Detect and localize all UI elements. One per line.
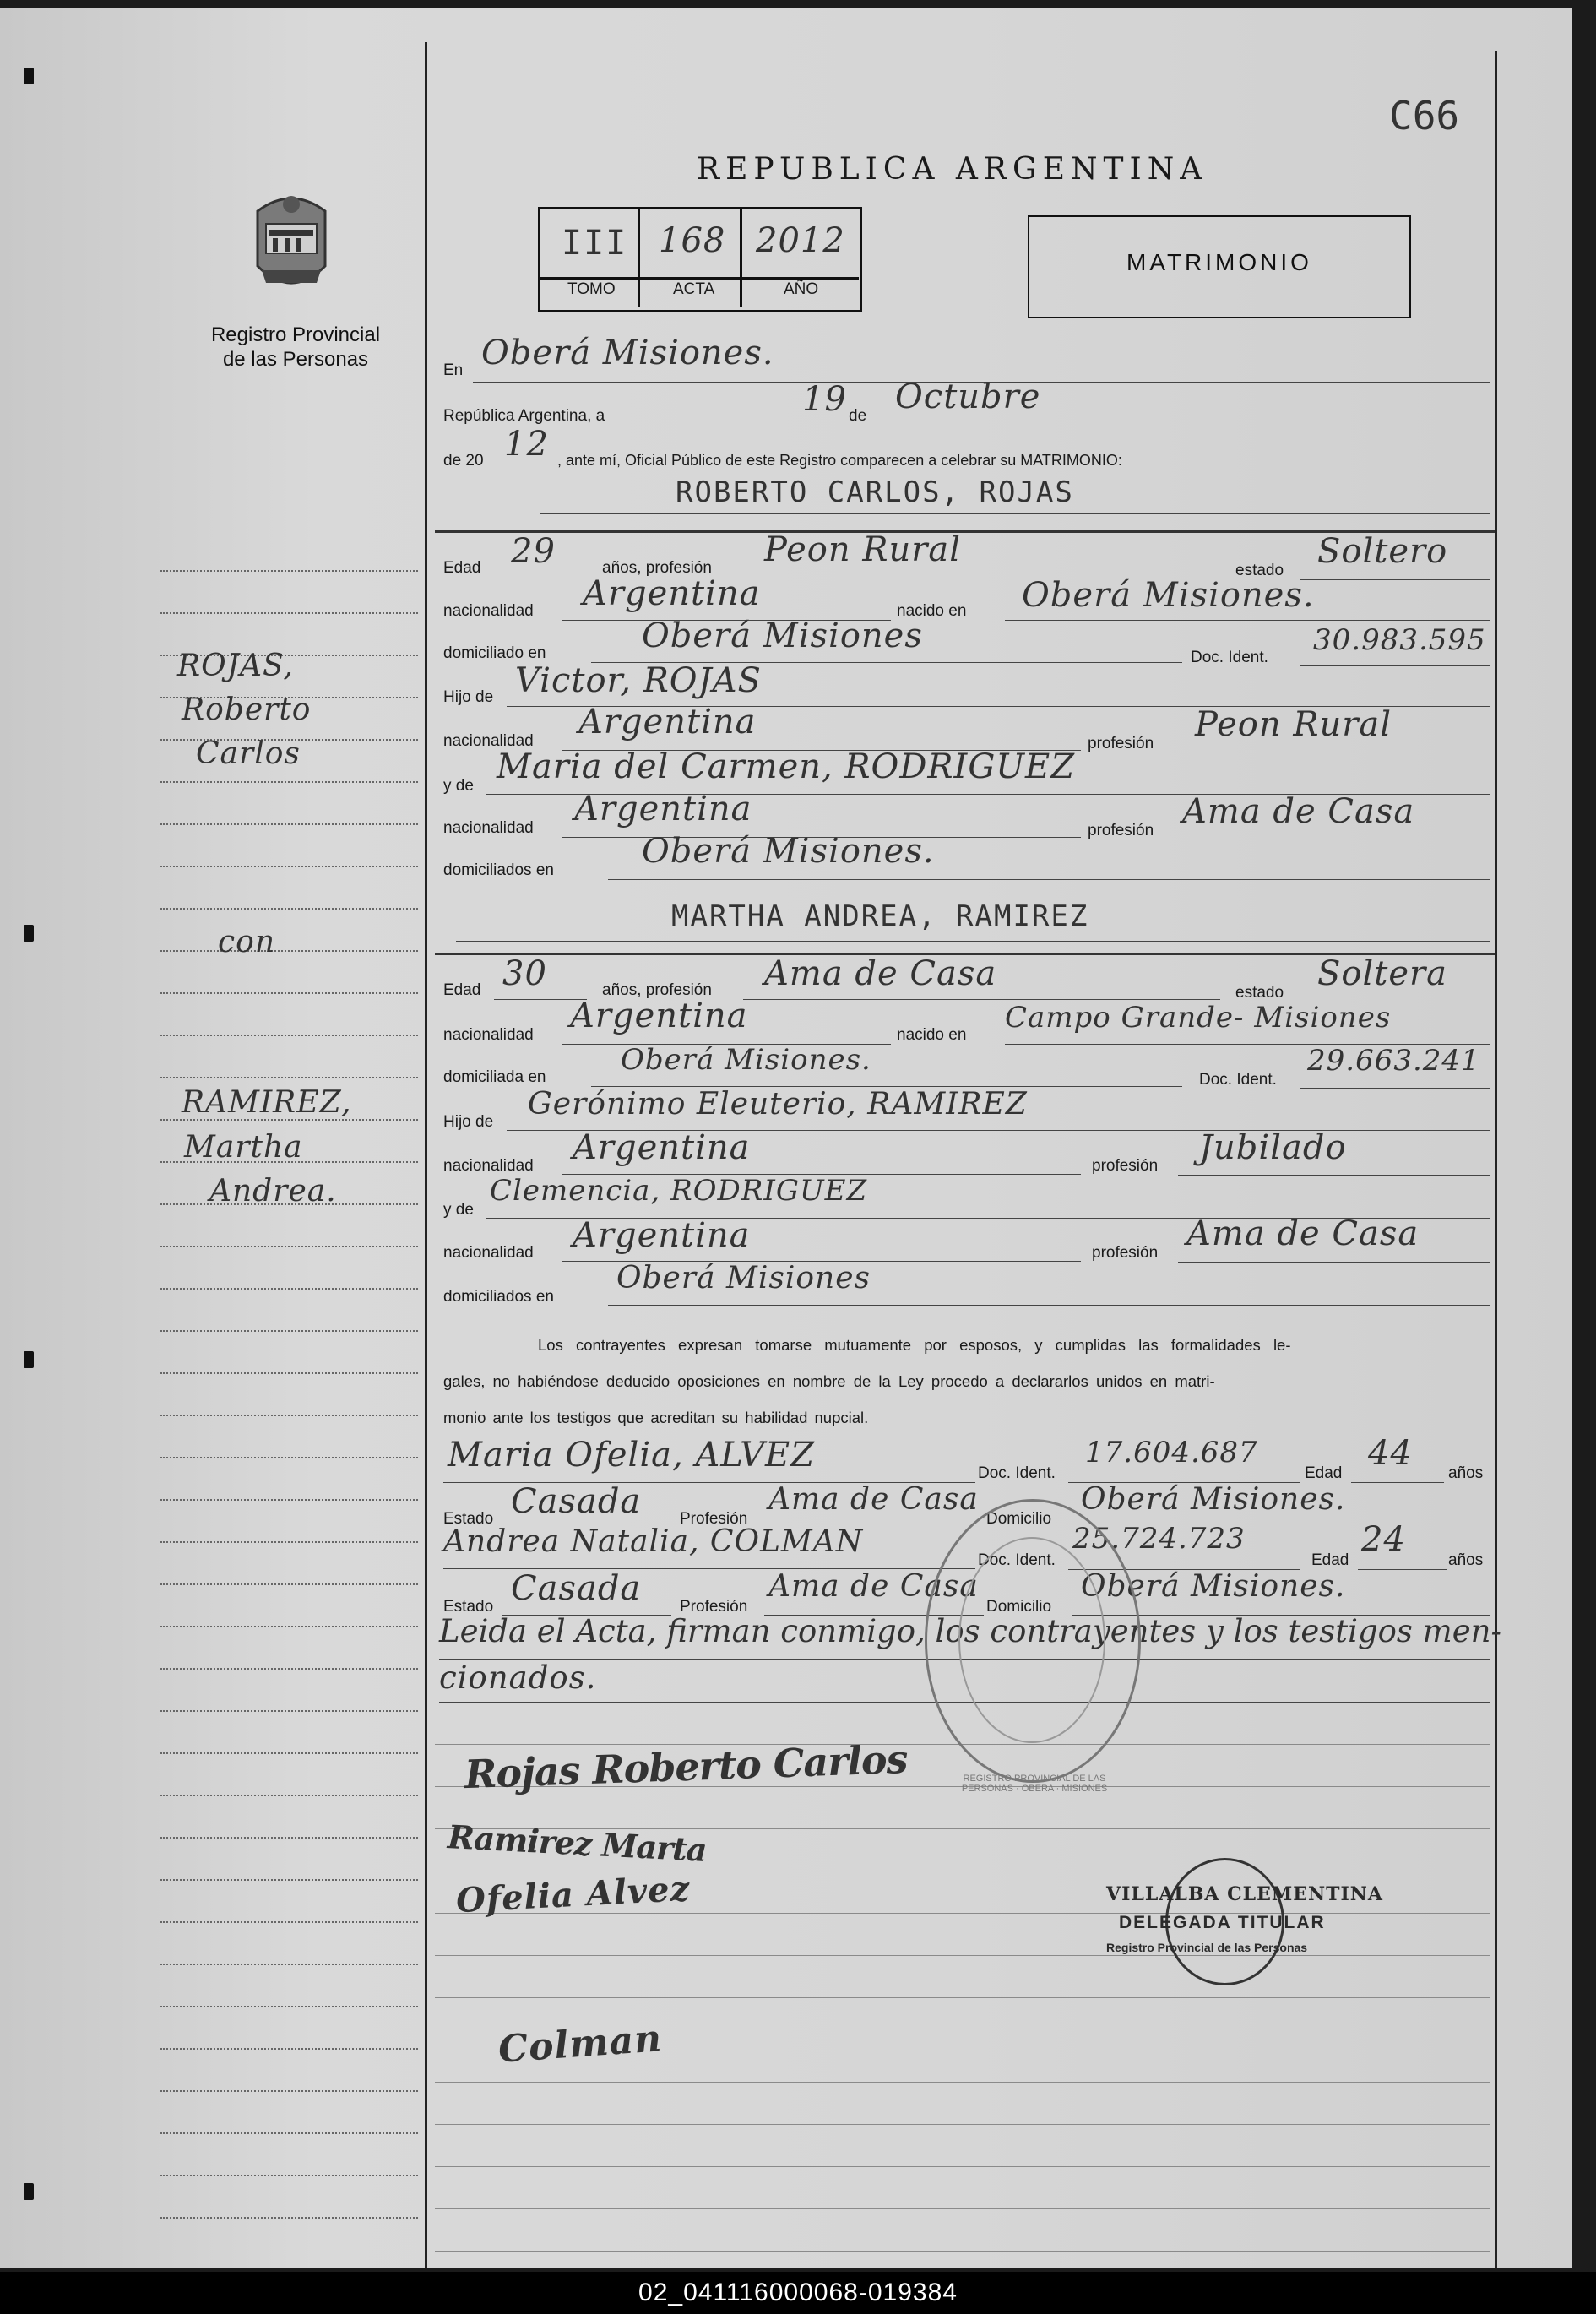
bride-name: MARTHA ANDREA, RAMIREZ <box>671 899 1089 933</box>
bride-edad-label: Edad <box>443 981 481 999</box>
groom-estado: Soltero <box>1317 532 1448 571</box>
binding-hole <box>24 68 34 84</box>
bride-nacionalidad: Argentina <box>570 997 748 1035</box>
bride-hijo-label: Hijo de <box>443 1113 494 1131</box>
witness2-profesion: Ama de Casa <box>768 1569 979 1604</box>
witness1-domicilio: Oberá Misiones. <box>1081 1482 1346 1517</box>
groom-nacido: Oberá Misiones. <box>1022 576 1315 615</box>
bride-madre-nacionalidad: Argentina <box>573 1216 751 1255</box>
month-value: Octubre <box>895 378 1041 416</box>
bride-padre-nac-label: nacionalidad <box>443 1157 534 1175</box>
bride-domiciliada-label: domiciliada en <box>443 1068 546 1086</box>
groom-madre-profesion: Ama de Casa <box>1182 792 1415 831</box>
bride-padres-domicilio: Oberá Misiones <box>616 1261 871 1296</box>
box-divider <box>540 277 859 280</box>
groom-madre-prof-label: profesión <box>1088 822 1154 839</box>
witness1-doc: 17.604.687 <box>1085 1436 1258 1469</box>
groom-profesion: Peon Rural <box>764 530 961 569</box>
groom-estado-label: estado <box>1235 562 1284 579</box>
witness1-profesion: Ama de Casa <box>768 1482 979 1517</box>
bride-padre: Gerónimo Eleuterio, RAMIREZ <box>528 1087 1028 1122</box>
tomo-value: III <box>562 224 628 263</box>
witness1-edad: 44 <box>1368 1434 1413 1473</box>
bride-edad: 30 <box>502 954 547 993</box>
witness1-estado-label: Estado <box>443 1510 494 1528</box>
bride-signature: Ramirez Marta <box>447 1817 708 1869</box>
witness2-estado: Casada <box>511 1569 642 1608</box>
groom-doc-label: Doc. Ident. <box>1191 649 1268 666</box>
place-value: Oberá Misiones. <box>481 334 774 372</box>
declaration-line-3: monio ante los testigos que acreditan su habilidad nupcial. <box>443 1409 869 1426</box>
bride-nacionalidad-label: nacionalidad <box>443 1026 534 1044</box>
acta-value: 168 <box>659 221 726 260</box>
bride-madre-prof-label: profesión <box>1092 1244 1159 1262</box>
groom-yde-label: y de <box>443 777 474 795</box>
witness2-doc-label: Doc. Ident. <box>978 1551 1056 1569</box>
witness2-domicilio-label: Domicilio <box>986 1598 1052 1616</box>
groom-doc: 30.983.595 <box>1313 623 1486 657</box>
margin-bride-first: Martha <box>184 1130 303 1165</box>
witness2-anios-label: años <box>1448 1551 1484 1569</box>
groom-padre-profesion: Peon Rural <box>1195 705 1392 744</box>
page-number: C66 <box>1389 93 1460 139</box>
witness2-signature: Colman <box>497 2017 664 2072</box>
groom-domiciliado-label: domiciliado en <box>443 644 546 662</box>
bride-estado-label: estado <box>1235 984 1284 1002</box>
groom-nacionalidad: Argentina <box>583 574 761 613</box>
right-frame-line <box>1495 51 1497 2268</box>
box-divider <box>638 209 640 307</box>
groom-padre-nacionalidad: Argentina <box>578 703 757 741</box>
bride-domiciliada: Oberá Misiones. <box>621 1043 871 1077</box>
country-title: REPUBLICA ARGENTINA <box>697 152 1208 187</box>
bride-profesion: Ama de Casa <box>764 954 997 993</box>
left-frame-line <box>425 42 427 2268</box>
groom-signature: Rojas Roberto Carlos <box>464 1736 909 1798</box>
bride-anios-label: años, profesión <box>602 981 712 999</box>
bride-domiciliados-label: domiciliados en <box>443 1288 554 1306</box>
groom-padre-nac-label: nacionalidad <box>443 732 534 750</box>
margin-groom-surname: ROJAS, <box>177 649 294 683</box>
groom-madre-nac-label: nacionalidad <box>443 819 534 837</box>
bride-doc: 29.663.241 <box>1307 1044 1480 1078</box>
witness2-doc: 25.724.723 <box>1072 1522 1246 1556</box>
file-name-bar: 02_041116000068-019384 <box>0 2272 1596 2314</box>
registry-line-1: Registro Provincial <box>210 323 381 346</box>
witness1-profesion-label: Profesión <box>680 1510 748 1528</box>
box-divider <box>740 209 742 307</box>
document-type: MATRIMONIO <box>1126 249 1312 275</box>
stamp-line-3: Registro Provincial de las Personas <box>1106 1941 1308 1954</box>
official-seal-inner <box>958 1537 1105 1743</box>
margin-bride-second: Andrea. <box>209 1174 337 1209</box>
en-label: En <box>443 361 464 379</box>
seal-text: REGISTRO PROVINCIAL DE LAS PERSONAS · OBERA · MISIONES <box>961 1774 1108 1794</box>
groom-domiciliado: Oberá Misiones <box>642 617 923 655</box>
margin-groom-second: Carlos <box>196 736 301 771</box>
witness1-domicilio-label: Domicilio <box>986 1510 1052 1528</box>
groom-domiciliados-label: domiciliados en <box>443 861 554 879</box>
tomo-label: TOMO <box>567 280 616 298</box>
binding-hole <box>24 1351 34 1368</box>
groom-madre-nacionalidad: Argentina <box>574 790 752 828</box>
witness2-profesion-label: Profesión <box>680 1598 748 1616</box>
declaration-line-1: Los contrayentes expresan tomarse mutuamente por esposos, y cumplidas las formalidades le- <box>538 1336 1291 1354</box>
bride-madre-profesion: Ama de Casa <box>1186 1214 1420 1253</box>
witness1-signature: Ofelia Alvez <box>454 1868 692 1921</box>
declaration-line-2: gales, no habiéndose deducido oposiciones en nombre de la Ley procedo a declararlos unidos en matri- <box>443 1372 1215 1390</box>
witness2-name: Andrea Natalia, COLMAN <box>443 1524 864 1559</box>
binding-hole <box>24 2183 34 2200</box>
witness1-estado: Casada <box>511 1482 642 1521</box>
groom-madre: Maria del Carmen, RODRIGUEZ <box>497 747 1075 786</box>
bride-doc-label: Doc. Ident. <box>1199 1071 1277 1089</box>
groom-padre-prof-label: profesión <box>1088 735 1154 752</box>
witness2-estado-label: Estado <box>443 1598 494 1616</box>
witness1-doc-label: Doc. Ident. <box>978 1464 1056 1482</box>
binding-hole <box>24 925 34 942</box>
witness2-domicilio: Oberá Misiones. <box>1081 1569 1346 1604</box>
closing-line-2: cionados. <box>439 1659 597 1696</box>
groom-nacido-label: nacido en <box>897 602 967 620</box>
intro-statement: , ante mí, Oficial Público de este Registro comparecen a celebrar su MATRIMONIO: <box>557 452 1122 469</box>
stamp-line-2: DELEGADA TITULAR <box>1119 1913 1326 1932</box>
anio-label: AÑO <box>784 280 819 298</box>
year-suffix: 12 <box>504 425 549 464</box>
anio-value: 2012 <box>756 221 845 260</box>
margin-con: con <box>218 925 276 959</box>
de-label: de <box>849 407 867 425</box>
republica-label: República Argentina, a <box>443 407 605 425</box>
bride-madre-nac-label: nacionalidad <box>443 1244 534 1262</box>
day-value: 19 <box>802 380 847 419</box>
witness1-edad-label: Edad <box>1305 1464 1343 1482</box>
groom-edad-label: Edad <box>443 559 481 577</box>
margin-groom-first: Roberto <box>182 693 312 727</box>
bride-nacido: Campo Grande- Misiones <box>1005 1001 1392 1035</box>
bride-padre-prof-label: profesión <box>1092 1157 1159 1175</box>
registry-line-2: de las Personas <box>222 348 369 371</box>
groom-nacionalidad-label: nacionalidad <box>443 602 534 620</box>
coat-of-arms-icon <box>241 186 342 304</box>
groom-anios-label: años, profesión <box>602 559 712 577</box>
bride-yde-label: y de <box>443 1201 474 1219</box>
witness2-edad: 24 <box>1361 1520 1406 1559</box>
registry-name <box>152 323 439 372</box>
bride-padre-nacionalidad: Argentina <box>573 1128 751 1167</box>
bride-nacido-label: nacido en <box>897 1026 967 1044</box>
witness2-edad-label: Edad <box>1311 1551 1349 1569</box>
groom-name: ROBERTO CARLOS, ROJAS <box>676 475 1074 509</box>
groom-padre: Victor, ROJAS <box>515 661 762 700</box>
year-prefix: de 20 <box>443 452 484 470</box>
witness1-name: Maria Ofelia, ALVEZ <box>448 1436 815 1475</box>
closing-line-1: Leida el Acta, firman conmigo, los contrayentes y los testigos men- <box>439 1613 1501 1649</box>
bride-estado: Soltera <box>1317 954 1447 993</box>
witness1-anios-label: años <box>1448 1464 1484 1482</box>
bride-padre-profesion: Jubilado <box>1199 1128 1347 1167</box>
margin-bride-surname: RAMIREZ, <box>182 1085 352 1120</box>
groom-padres-domicilio: Oberá Misiones. <box>642 832 935 871</box>
bride-madre: Clemencia, RODRIGUEZ <box>490 1174 868 1208</box>
register-page <box>0 8 1572 2268</box>
stamp-line-1: VILLALBA CLEMENTINA <box>1106 1883 1383 1905</box>
groom-hijo-label: Hijo de <box>443 688 494 706</box>
groom-edad: 29 <box>511 532 556 571</box>
acta-label: ACTA <box>673 280 715 298</box>
